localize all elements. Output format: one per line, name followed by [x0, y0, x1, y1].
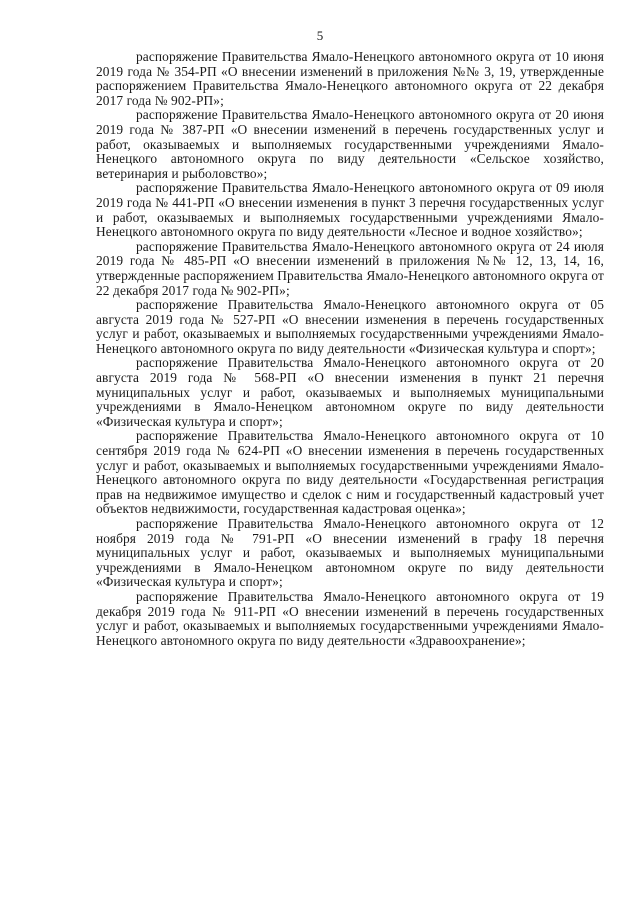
paragraph-7: распоряжение Правительства Ямало-Ненецкого автономного округа от 10 сентября 2019 года № 624-РП «О внесении изменения в перечень государственных услуг и работ, оказываемых и выполняемых государственными учреждениями Ямало-Ненецкого автономного округа по виду деятельности «Государственная регистрация прав на недвижимое имущество и сделок с ним и государственный кадастровый учет объектов недвижимости, государственная кадастровая оценка»; — [96, 428, 604, 517]
paragraph-8: распоряжение Правительства Ямало-Ненецкого автономного округа от 12 ноября 2019 года № 791-РП «О внесении изменений в графу 18 перечня муниципальных услуг и работ, оказываемых и выполняемых муниципальными учреждениями в Ямало-Ненецком автономном округе по виду деятельности «Физическая культура и спорт»; — [96, 516, 604, 590]
paragraph-2: распоряжение Правительства Ямало-Ненецкого автономного округа от 20 июня 2019 года № 387-РП «О внесении изменений в перечень государственных услуг и работ, оказываемых и выполняемых государственными учреждениями Ямало-Ненецкого автономного округа по виду деятельности «Сельское хозяйство, ветеринария и рыболовство»; — [96, 107, 604, 181]
document-body — [96, 50, 604, 648]
page-number: 5 — [316, 28, 324, 43]
paragraph-9: распоряжение Правительства Ямало-Ненецкого автономного округа от 19 декабря 2019 года № 911-РП «О внесении изменений в перечень государственных услуг и работ, оказываемых и выполняемых государственными учреждениями Ямало-Ненецкого автономного округа по виду деятельности «Здравоохранение»; — [96, 588, 604, 648]
paragraph-5: распоряжение Правительства Ямало-Ненецкого автономного округа от 05 августа 2019 года № 527-РП «О внесении изменения в перечень государственных услуг и работ, оказываемых и выполняемых государственными учреждениями Ямало-Ненецкого автономного округа по виду деятельности «Физическая культура и спорт»; — [96, 297, 604, 356]
paragraph-1: распоряжение Правительства Ямало-Ненецкого автономного округа от 10 июня 2019 года № 354-РП «О внесении изменений в приложения №№ 3, 19, утвержденные распоряжением Правительства Ямало-Ненецкого автономного округа от 22 декабря 2017 года № 902-РП»; — [96, 49, 604, 108]
paragraph-6: распоряжение Правительства Ямало-Ненецкого автономного округа от 20 августа 2019 года № 568-РП «О внесении изменения в пункт 21 перечня муниципальных услуг и работ, оказываемых и выполняемых муниципальными учреждениями в Ямало-Ненецком автономном округе по виду деятельности «Физическая культура и спорт»; — [96, 355, 604, 429]
paragraph-4: распоряжение Правительства Ямало-Ненецкого автономного округа от 24 июля 2019 года № 485-РП «О внесении изменений в приложения №№ 12, 13, 14, 16, утвержденные распоряжением Правительства Ямало-Ненецкого автономного округа от 22 декабря 2017 года № 902-РП»; — [96, 238, 604, 298]
paragraph-3: распоряжение Правительства Ямало-Ненецкого автономного округа от 09 июля 2019 года № 441-РП «О внесении изменения в пункт 3 перечня государственных услуг и работ, оказываемых и выполняемых государственными учреждениями Ямало-Ненецкого автономного округа по виду деятельности «Лесное и водное хозяйство»; — [96, 180, 604, 240]
